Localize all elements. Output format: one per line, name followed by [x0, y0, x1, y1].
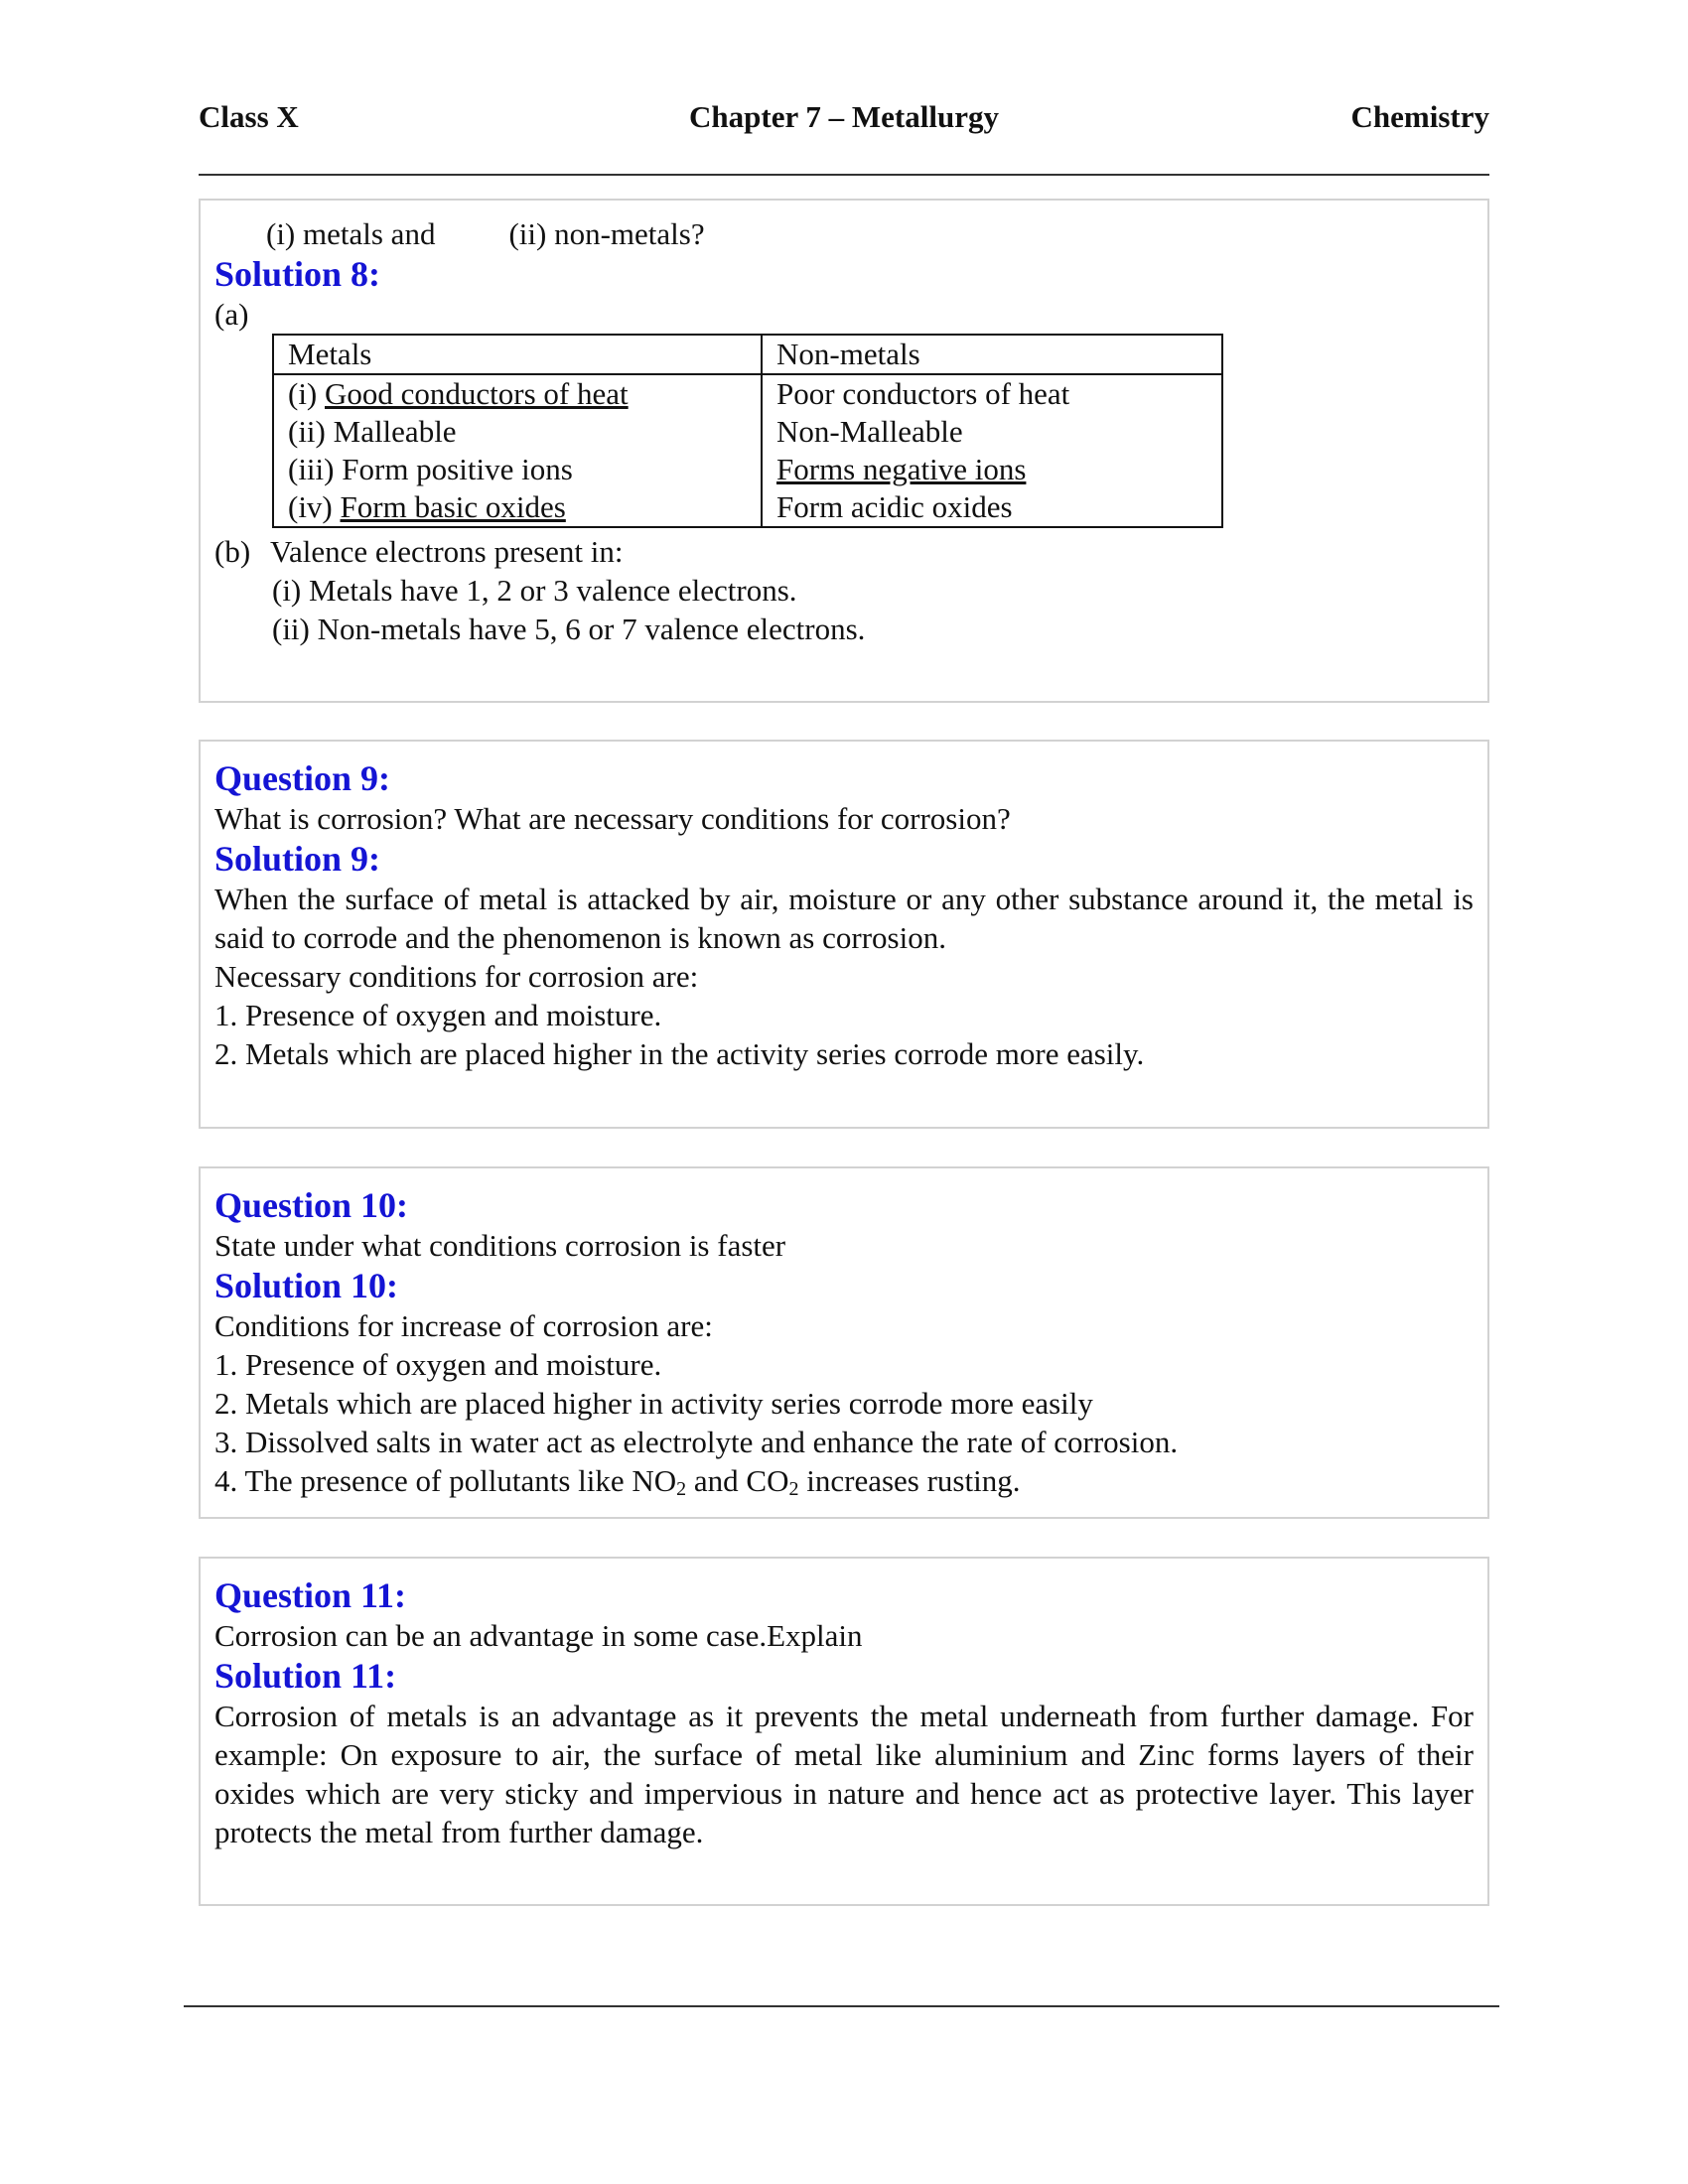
solution-10-item-4: 4. The presence of pollutants like $NO_2$ and $CO_2$ increases rusting. [214, 1463, 1021, 1500]
question-11-heading: Question 11: [214, 1575, 407, 1615]
metal-property-4: (iv) Form basic oxides [288, 489, 566, 524]
question-11-text: Corrosion can be an advantage in some case.Explain [214, 1618, 863, 1653]
table-header-nonmetals: Non-metals [762, 335, 1222, 374]
nonmetals-column [762, 374, 1222, 527]
solution-10-item-1: 1. Presence of oxygen and moisture. [214, 1347, 662, 1382]
metals-nonmetals-table [272, 334, 1223, 528]
nonmetal-property-2: Non-Malleable [776, 414, 963, 449]
question-10-text: State under what conditions corrosion is faster [214, 1228, 786, 1263]
header-class: Class X [199, 99, 299, 134]
question-9-text: What is corrosion? What are necessary conditions for corrosion? [214, 801, 1011, 836]
question-8-tail [214, 214, 1474, 253]
solution-8-heading: Solution 8: [214, 254, 381, 294]
part-b-text: Valence electrons present in: [270, 534, 624, 569]
question-10-heading: Question 10: [214, 1185, 409, 1225]
page-header [199, 99, 1489, 143]
table-header-metals: Metals [273, 335, 762, 374]
question-11-box [199, 1557, 1489, 1906]
solution-9-item-2: 2. Metals which are placed higher in the activity series corrode more easily. [214, 1036, 1145, 1071]
solution-10-item-3: 3. Dissolved salts in water act as electrolyte and enhance the rate of corrosion. [214, 1425, 1179, 1459]
solution-10-heading: Solution 10: [214, 1266, 399, 1305]
footer-rule [184, 2005, 1499, 2007]
solution-11-heading: Solution 11: [214, 1656, 397, 1696]
q8-part-ii: (ii) non-metals? [508, 216, 705, 251]
part-b-label: (b) [214, 534, 251, 569]
nonmetal-property-1: Poor conductors of heat [776, 376, 1070, 411]
part-b-item-1: (i) Metals have 1, 2 or 3 valence electrons. [272, 573, 797, 608]
solution-9-paragraph: When the surface of metal is attacked by air, moisture or any other substance around it, the metal is said to corrode and the phenomenon is known as corrosion. [214, 882, 1474, 955]
metal-property-1: (i) Good conductors of heat [288, 376, 629, 411]
solution-9-item-1: 1. Presence of oxygen and moisture. [214, 998, 662, 1032]
solution-11-paragraph: Corrosion of metals is an advantage as it prevents the metal underneath from further damage. For example: On exposure to air, the surface of metal like aluminium and Zinc forms layers of their oxides which are very sticky and impervious in nature and hence act as protective layer. This layer protects the metal from further damage. [214, 1699, 1474, 1849]
metal-property-3: (iii) Form positive ions [288, 452, 573, 486]
solution-9-conditions-intro: Necessary conditions for corrosion are: [214, 959, 699, 994]
header-chapter: Chapter 7 – Metallurgy [689, 99, 999, 134]
q8-part-i: (i) metals and [266, 216, 436, 251]
metals-column [273, 374, 762, 527]
part-b [214, 532, 1474, 571]
part-a-label: (a) [214, 297, 249, 332]
header-rule [199, 174, 1489, 176]
question-9-heading: Question 9: [214, 758, 391, 798]
question-9-box [199, 740, 1489, 1129]
nonmetal-property-3: Forms negative ions [776, 452, 1027, 486]
nonmetal-property-4: Form acidic oxides [776, 489, 1013, 524]
solution-8-box [199, 199, 1489, 703]
question-10-box [199, 1166, 1489, 1519]
solution-9-heading: Solution 9: [214, 839, 381, 879]
solution-10-intro: Conditions for increase of corrosion are: [214, 1308, 713, 1343]
metal-property-2: (ii) Malleable [288, 414, 457, 449]
header-subject: Chemistry [1350, 99, 1489, 134]
solution-10-item-2: 2. Metals which are placed higher in activity series corrode more easily [214, 1386, 1093, 1421]
part-b-item-2: (ii) Non-metals have 5, 6 or 7 valence electrons. [272, 612, 866, 646]
